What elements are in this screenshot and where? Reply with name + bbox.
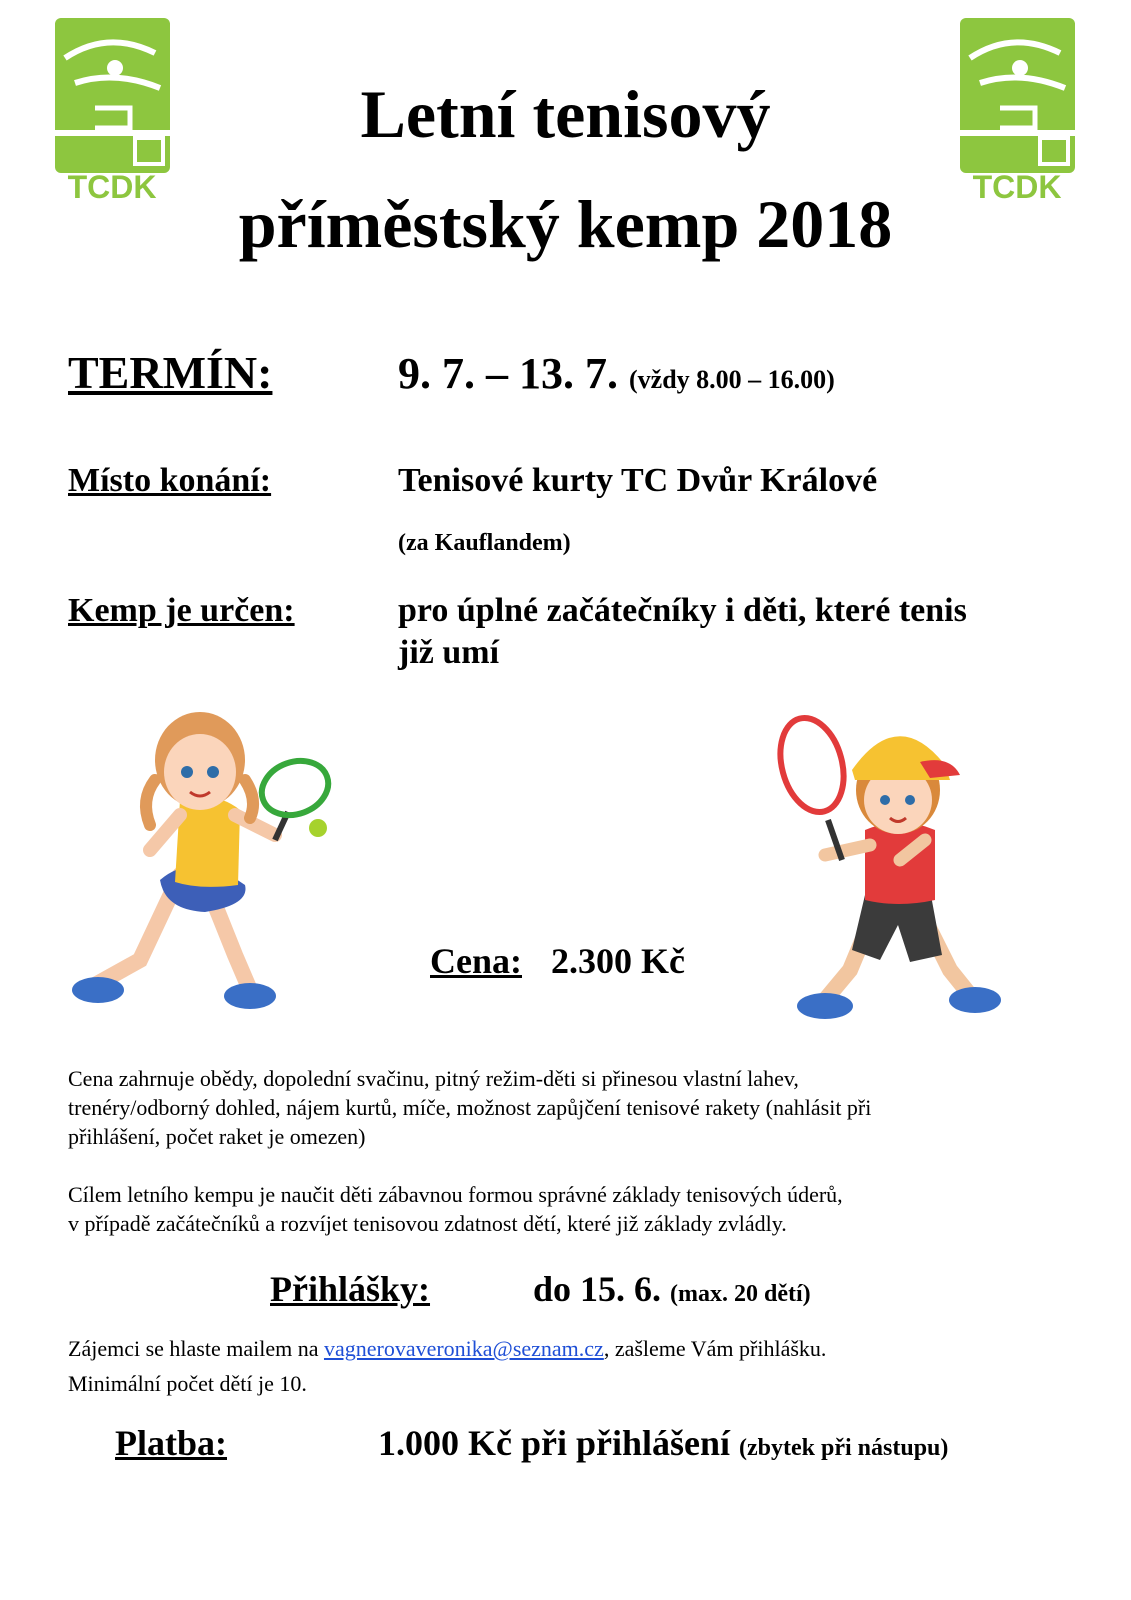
prihlasky-row: [533, 1268, 811, 1310]
title-line-2: příměstský kemp 2018: [238, 186, 893, 262]
cena-label: Cena:: [430, 941, 522, 981]
description-paragraph-2: [68, 1180, 1078, 1238]
kemp-label: Kemp je určen:: [68, 592, 295, 629]
contact-after: , zašleme Vám přihlášku.: [603, 1336, 827, 1361]
prihlasky-value: do 15. 6.: [533, 1269, 662, 1309]
girl-tennis-player-illustration: [70, 700, 340, 1020]
email-link[interactable]: vagnerovaveronika@seznam.cz: [323, 1336, 604, 1361]
contact-before: Zájemci se hlaste mailem na: [68, 1336, 324, 1361]
termin-row: [398, 348, 835, 399]
description-line: přihlášení, počet raket je omezen): [68, 1124, 366, 1149]
description-line: Cena zahrnuje obědy, dopolední svačinu, pitný režim-děti si přinesou vlastní lahev,: [68, 1066, 799, 1091]
kemp-line-1: pro úplné začátečníky i děti, které tenis: [398, 592, 967, 629]
cena-row: [430, 940, 685, 982]
contact-minimum: Minimální počet dětí je 10.: [68, 1371, 307, 1396]
logo-text: TCDK: [67, 169, 157, 203]
description-line: v případě začátečníků a rozvíjet tenisovou zdatnost dětí, které již základy zvládly.: [68, 1211, 787, 1236]
cena-value: 2.300 Kč: [551, 941, 685, 981]
description-line: Cílem letního kempu je naučit děti zábavnou formou správné základy tenisových úderů,: [68, 1182, 843, 1207]
platba-row: [378, 1422, 948, 1464]
boy-tennis-player-illustration: [770, 710, 1030, 1030]
misto-value: Tenisové kurty TC Dvůr Králové: [398, 462, 878, 499]
misto-label: Místo konání:: [68, 462, 272, 499]
misto-note: (za Kauflandem): [398, 530, 571, 556]
prihlasky-label: Přihlášky:: [270, 1269, 431, 1309]
description-line: trenéry/odborný dohled, nájem kurtů, míče, možnost zapůjčení tenisové rakety (nahlásit při: [68, 1095, 872, 1120]
description-paragraph-1: [68, 1064, 1078, 1151]
platba-note: (zbytek při nástupu): [739, 1435, 949, 1461]
contact-line: [68, 1334, 1078, 1363]
platba-label: Platba:: [115, 1423, 227, 1463]
platba-value: 1.000 Kč při přihlášení: [378, 1423, 731, 1463]
logo-text: TCDK: [972, 169, 1062, 203]
termin-label: TERMÍN:: [68, 347, 273, 398]
termin-value: 9. 7. – 13. 7.: [398, 349, 618, 398]
contact-paragraph: [68, 1334, 1078, 1398]
kemp-line-2: již umí: [398, 634, 500, 671]
title-line-1: Letní tenisový: [360, 76, 771, 152]
termin-note: (vždy 8.00 – 16.00): [629, 365, 835, 394]
prihlasky-note: (max. 20 dětí): [670, 1281, 811, 1307]
